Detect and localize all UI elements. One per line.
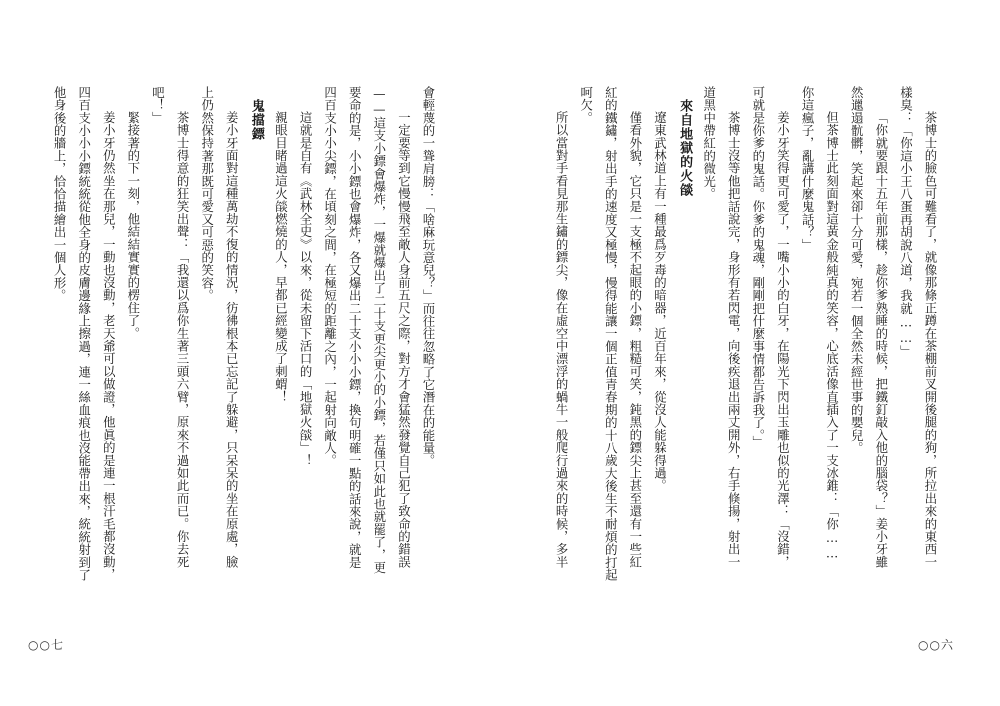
text-line: 他身後的牆上，恰恰描繪出一個人形。 [52, 86, 68, 302]
text-line: 吧！」 [150, 86, 166, 125]
text-line: 僅看外貌，它只是一支極不起眼的小鏢，粗糙可笑，鈍黑的鏢尖上甚至還有一些紅 [627, 110, 643, 568]
text-line: 會輕蔑的一聳肩膀：「啥麻玩意兒？」而往往忽略了它潛在的能量。 [421, 86, 436, 467]
text-line: 姜小牙笑得更可愛了，一嘴小小的白牙，在陽光下閃出玉雕也似的光澤：「沒錯， [775, 110, 791, 568]
text-line: 四百支小小尖鏢，在頃刻之間，在極短的距離之內，一起射向敵人。 [322, 86, 338, 467]
text-line: 要命的是，小小鏢也會爆炸，各又爆出二十支小小小鏢，換句明確一點的話來說，就是 [347, 86, 363, 569]
text-line: 你這瘋子，亂講什麼鬼話？」 [800, 86, 816, 252]
section-heading: 來自地獄的火燄 [677, 99, 693, 197]
left-page-text [52, 86, 440, 606]
text-line: 茶博士得意的狂笑出聲：「我還以爲你生著三頭六臂，原來不過如此而已。你去死 [175, 110, 191, 568]
text-line: 姜小牙仍然坐在那兒，一動也沒動，老天爺可以做證，他眞的是連一根汗毛都沒動， [101, 110, 117, 581]
text-line: 茶博士沒等他把話說完，身形有若閃電，向後疾退出兩丈開外，右手倏揚，射出一 [726, 110, 742, 568]
right-page [500, 0, 1000, 706]
left-page-number: ○○七 [28, 638, 64, 652]
text-line: 四百支小小小鏢統統從他全身的皮膚邊緣上擦過，連一絲血痕也沒能帶出來，統統射到了 [76, 86, 92, 582]
right-page-text [554, 86, 942, 606]
text-line: 上仍然保持著那既可愛又可惡的笑容。 [199, 86, 215, 302]
text-line: 紅的鐵鏽，射出手的速度又極慢，慢得能讓一個正值青春期的十八歲大後生不耐煩的打起 [603, 86, 619, 582]
section-heading: 鬼擋鏢 [248, 99, 264, 141]
text-line: 呵欠。 [578, 86, 594, 125]
text-line: 這就是自有《武林全史》以來，從未留下活口的「地獄火燄」！ [298, 110, 314, 467]
text-line: 所以當對手看見那生鏽的鏢尖，像在虛空中漂浮的蝸牛一般爬行過來的時候，多半 [554, 110, 570, 568]
text-line: 茶博士的臉色可難看了，就像那條正蹲在茶棚前叉開後腿的狗，所拉出來的東西一 [923, 110, 938, 568]
text-line: 緊接著的下一刻，他結結實實的楞住了。 [125, 110, 141, 340]
text-line: 親眼目睹過這火燄燃燒的人，早都已經變成了刺蝟！ [273, 110, 289, 403]
text-line: 一定要等到它慢慢飛至敵人身前五尺之際，對方才會猛然發覺自己犯了致命的錯誤 [396, 110, 412, 568]
text-line: ——這支小鏢會爆炸，一爆就爆出了二十支更尖更小的小鏢，若僅只如此也就罷了，更 [371, 86, 387, 574]
right-page-number: ○○六 [918, 638, 954, 652]
text-line: 然邋遢骯髒，笑起來卻十分可愛，宛若一個全然未經世事的嬰兒。 [849, 86, 865, 455]
text-line: 可就是你爹的鬼話。你爹的鬼魂，剛剛把什麼事情都告訴我了。」 [750, 86, 766, 449]
text-line: 樣臭：「你這小王八蛋再胡說八道，我就……」 [898, 86, 914, 358]
text-line: 姜小牙面對這種萬劫不復的情況，彷彿根本已忘記了躲避，只呆呆的坐在原處，臉 [224, 110, 240, 568]
text-line: 「你就要跟十五年前那樣，趁你爹熟睡的時候，把鐵釘敲入他的腦袋？」姜小牙雖 [873, 110, 889, 568]
text-line: 但茶博士此刻面對這黃金般純真的笑容，心底活像直插入了一支冰錐：「你…… [824, 110, 840, 561]
text-line: 遼東武林道上有一種最爲歹毒的暗器，近百年來，從沒人能躲得過。 [652, 110, 668, 492]
text-line: 道黑中帶紅的微光。 [701, 86, 717, 201]
